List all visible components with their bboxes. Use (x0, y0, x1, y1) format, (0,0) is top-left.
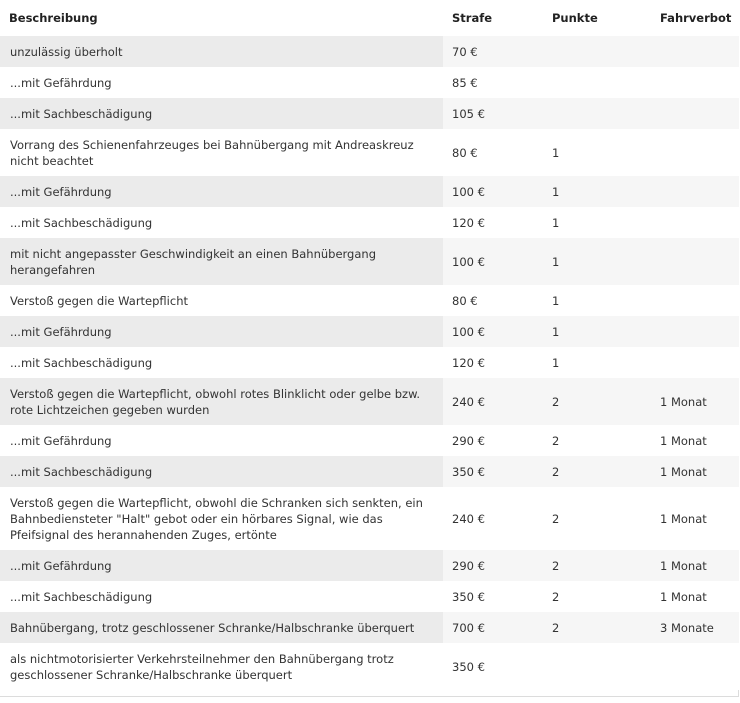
table-row (0, 285, 739, 316)
table-row (0, 207, 739, 238)
table-row (0, 612, 739, 643)
cell-fine: 290 € (443, 550, 543, 581)
cell-fine: 80 € (443, 129, 543, 176)
cell-driving-ban (651, 67, 739, 98)
table-header (0, 0, 739, 36)
cell-points (543, 643, 651, 690)
cell-points: 1 (543, 207, 651, 238)
cell-fine: 350 € (443, 643, 543, 690)
table-row (0, 550, 739, 581)
cell-driving-ban (651, 238, 739, 285)
cell-points: 2 (543, 378, 651, 425)
cell-fine: 70 € (443, 36, 543, 67)
cell-description: ...mit Sachbeschädigung (0, 98, 443, 129)
cell-points (543, 98, 651, 129)
cell-fine: 105 € (443, 98, 543, 129)
cell-fine: 350 € (443, 456, 543, 487)
cell-fine: 100 € (443, 238, 543, 285)
cell-fine: 700 € (443, 612, 543, 643)
cell-fine: 240 € (443, 487, 543, 550)
cell-description: Vorrang des Schienenfahrzeuges bei Bahnübergang mit Andreaskreuz nicht beachtet (0, 129, 443, 176)
column-header-punkte: Punkte (543, 0, 651, 36)
cell-fine: 240 € (443, 378, 543, 425)
cell-points (543, 36, 651, 67)
cell-driving-ban: 1 Monat (651, 425, 739, 456)
cell-points: 1 (543, 238, 651, 285)
cell-description: ...mit Gefährdung (0, 425, 443, 456)
table-row (0, 238, 739, 285)
table-row (0, 316, 739, 347)
cell-driving-ban (651, 36, 739, 67)
cell-description: Verstoß gegen die Wartepflicht (0, 285, 443, 316)
cell-driving-ban: 1 Monat (651, 456, 739, 487)
cell-description: ...mit Sachbeschädigung (0, 456, 443, 487)
cell-points: 2 (543, 456, 651, 487)
cell-points: 2 (543, 581, 651, 612)
cell-fine: 100 € (443, 176, 543, 207)
cell-description: ...mit Gefährdung (0, 316, 443, 347)
cell-driving-ban (651, 347, 739, 378)
header-row (0, 0, 739, 36)
cell-fine: 80 € (443, 285, 543, 316)
cell-fine: 120 € (443, 207, 543, 238)
cell-points: 2 (543, 550, 651, 581)
cell-points: 1 (543, 316, 651, 347)
cell-fine: 100 € (443, 316, 543, 347)
cell-driving-ban (651, 98, 739, 129)
cell-description: ...mit Gefährdung (0, 550, 443, 581)
cell-driving-ban (651, 207, 739, 238)
cell-driving-ban (651, 129, 739, 176)
cell-driving-ban: 1 Monat (651, 550, 739, 581)
cell-points: 1 (543, 129, 651, 176)
cell-points: 1 (543, 285, 651, 316)
table-row (0, 487, 739, 550)
cell-fine: 350 € (443, 581, 543, 612)
cell-description: ...mit Sachbeschädigung (0, 581, 443, 612)
cell-driving-ban: 1 Monat (651, 487, 739, 550)
cell-points (543, 67, 651, 98)
table-row (0, 456, 739, 487)
table-row (0, 67, 739, 98)
cell-description: unzulässig überholt (0, 36, 443, 67)
cell-description: Bahnübergang, trotz geschlossener Schranke/Halbschranke überquert (0, 612, 443, 643)
cell-description: ...mit Gefährdung (0, 176, 443, 207)
cell-driving-ban: 1 Monat (651, 378, 739, 425)
cell-points: 1 (543, 347, 651, 378)
table-row (0, 581, 739, 612)
cell-description: Verstoß gegen die Wartepflicht, obwohl die Schranken sich senkten, ein Bahnbediensteter "Halt" gebot oder ein hörbares Signal, wie das Pfeifsignal des herannahenden Zuges, ertönte (0, 487, 443, 550)
cell-description: Verstoß gegen die Wartepflicht, obwohl rotes Blinklicht oder gelbe bzw. rote Lichtzeichen gegeben wurden (0, 378, 443, 425)
cell-fine: 120 € (443, 347, 543, 378)
table-body (0, 36, 739, 690)
column-header-fahrverbot: Fahrverbot (651, 0, 739, 36)
table-row (0, 643, 739, 690)
cell-description: ...mit Gefährdung (0, 67, 443, 98)
cell-driving-ban: 3 Monate (651, 612, 739, 643)
table-row (0, 176, 739, 207)
cell-driving-ban: 1 Monat (651, 581, 739, 612)
cell-description: mit nicht angepasster Geschwindigkeit an einen Bahnübergang herangefahren (0, 238, 443, 285)
column-header-beschreibung: Beschreibung (0, 0, 443, 36)
cell-points: 1 (543, 176, 651, 207)
table-row (0, 36, 739, 67)
table-row (0, 129, 739, 176)
cell-points: 2 (543, 425, 651, 456)
cell-points: 2 (543, 612, 651, 643)
table-row (0, 378, 739, 425)
column-header-strafe: Strafe (443, 0, 543, 36)
cell-driving-ban (651, 285, 739, 316)
cell-fine: 85 € (443, 67, 543, 98)
cell-description: ...mit Sachbeschädigung (0, 207, 443, 238)
cell-driving-ban (651, 643, 739, 690)
cell-driving-ban (651, 316, 739, 347)
cell-description: ...mit Sachbeschädigung (0, 347, 443, 378)
cell-driving-ban (651, 176, 739, 207)
cell-description: als nichtmotorisierter Verkehrsteilnehmer den Bahnübergang trotz geschlossener Schranke/Halbschranke überquert (0, 643, 443, 690)
table-row (0, 425, 739, 456)
cell-fine: 290 € (443, 425, 543, 456)
table-row (0, 347, 739, 378)
cell-points: 2 (543, 487, 651, 550)
table-row (0, 98, 739, 129)
